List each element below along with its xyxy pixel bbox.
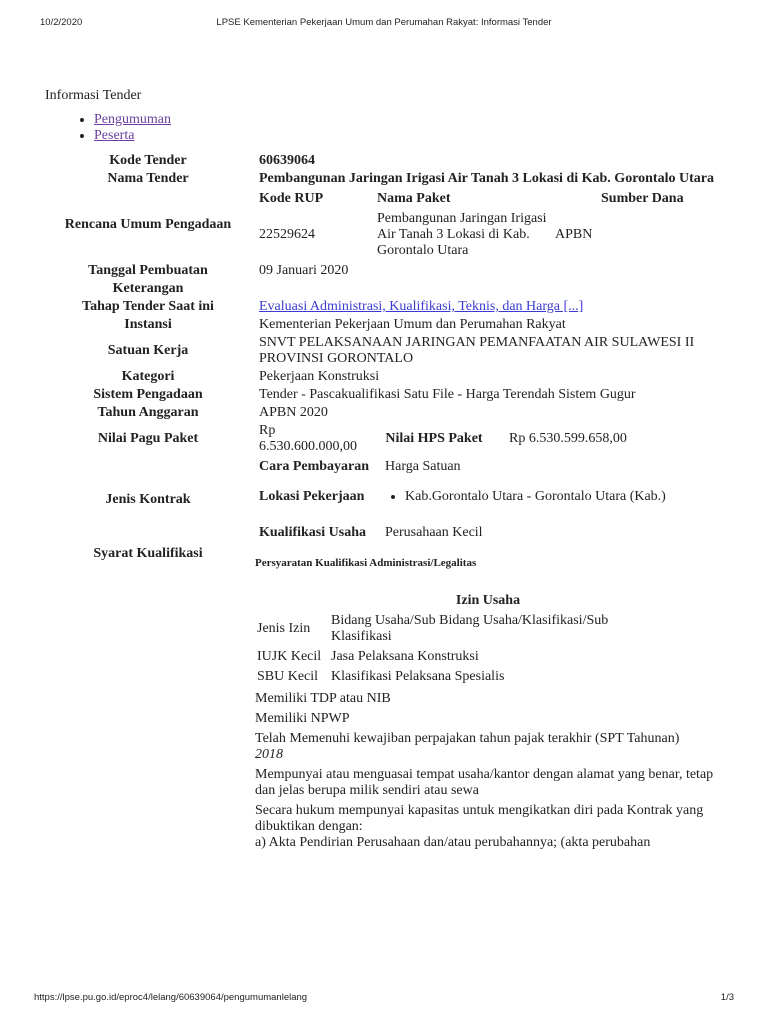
izin-row (255, 611, 673, 647)
hps-label: Nilai HPS Paket (385, 431, 483, 446)
izin-cell: SBU Kecil (257, 669, 319, 684)
req-kapasitas (255, 803, 721, 851)
row-syarat (45, 544, 725, 856)
pagu-value: Rp 6.530.600.000,00 (259, 423, 357, 454)
page-title: Informasi Tender (45, 88, 142, 103)
nama-tender-value: Pembangunan Jaringan Irigasi Air Tanah 3 Lokasi di Kab. Gorontalo Utara (259, 171, 714, 186)
izin-cell: Jasa Pelaksana Konstruksi (331, 649, 479, 664)
satker-value: SNVT PELAKSANAAN JARINGAN PEMANFAATAN AIR SULAWESI II PROVINSI GORONTALO (259, 335, 695, 366)
print-footer (0, 990, 768, 1010)
req-kapasitas-a: a) Akta Pendirian Perusahaan dan/atau perubahannya; (akta perubahan (255, 835, 651, 850)
rup-row (255, 209, 721, 261)
syarat-label: Syarat Kualifikasi (93, 546, 203, 561)
req-kapasitas-text: Secara hukum mempunyai kapasitas untuk mengikatkan diri pada Kontrak yang dibuktikan dengan: (255, 803, 704, 834)
row-tahap (45, 298, 725, 316)
izin-row (255, 667, 673, 687)
keterangan-label: Keterangan (112, 281, 184, 296)
rup-sumber: APBN (555, 227, 593, 242)
kontrak-table (255, 457, 721, 543)
lokasi-item: • Kab.Gorontalo Utara - Gorontalo Utara (Kab.) (405, 489, 717, 505)
sistem-value: Tender - Pascakualifikasi Satu File - Harga Terendah Sistem Gugur (259, 387, 636, 402)
kualifikasi-usaha-label: Kualifikasi Usaha (259, 525, 366, 540)
sistem-label: Sistem Pengadaan (93, 387, 203, 402)
tanggal-label: Tanggal Pembuatan (88, 263, 208, 278)
rup-header-sumber: Sumber Dana (601, 191, 684, 206)
row-kode-tender (45, 152, 725, 170)
lokasi-list (385, 489, 717, 505)
jenis-kontrak-label: Jenis Kontrak (105, 492, 191, 507)
tahun-value: APBN 2020 (259, 405, 328, 420)
cara-bayar-value: Harga Satuan (385, 459, 461, 474)
req-kantor: Mempunyai atau menguasai tempat usaha/kantor dengan alamat yang benar, tetap dan jelas berupa milik sendiri atau sewa (255, 767, 714, 798)
izin-cell: Jenis Izin (257, 621, 311, 636)
pagu-label: Nilai Pagu Paket (97, 431, 199, 446)
kode-tender-label: Kode Tender (109, 153, 187, 168)
lokasi-label: Lokasi Pekerjaan (259, 489, 365, 504)
satker-label: Satuan Kerja (107, 343, 189, 358)
kategori-label: Kategori (121, 369, 175, 384)
izin-cell: Klasifikasi Pelaksana Spesialis (331, 669, 505, 684)
tanggal-value: 09 Januari 2020 (259, 263, 349, 278)
row-satker (45, 334, 725, 368)
cara-bayar-label: Cara Pembayaran (259, 459, 370, 474)
izin-usaha-title: Izin Usaha (455, 593, 521, 608)
row-tahun (45, 404, 725, 422)
nav-list (45, 112, 725, 144)
izin-cell: IUJK Kecil (257, 649, 322, 664)
req-tdp: Memiliki TDP atau NIB (255, 691, 391, 706)
tahun-label: Tahun Anggaran (97, 405, 199, 420)
syarat-title: Persyaratan Kualifikasi Administrasi/Legalitas (255, 557, 477, 569)
row-keterangan (45, 280, 725, 298)
kategori-value: Pekerjaan Konstruksi (259, 369, 380, 384)
rup-header-nama: Nama Paket (377, 191, 451, 206)
nav-item-pengumuman (94, 112, 725, 128)
rup-label: Rencana Umum Pengadaan (64, 217, 232, 232)
nav-item-peserta (94, 128, 725, 144)
tahap-label: Tahap Tender Saat ini (82, 299, 214, 314)
row-nama-tender (45, 170, 725, 188)
rup-table (255, 189, 721, 261)
hps-value: Rp 6.530.599.658,00 (509, 431, 627, 446)
print-date: 10/2/2020 (40, 17, 83, 28)
rup-kode: 22529624 (259, 227, 315, 242)
row-pagu (45, 422, 725, 456)
izin-cell: Bidang Usaha/Sub Bidang Usaha/Klasifikasi/Sub Klasifikasi (331, 613, 609, 644)
nama-tender-label: Nama Tender (107, 171, 189, 186)
peserta-link[interactable]: Peserta (94, 128, 135, 143)
row-kategori (45, 368, 725, 386)
pengumuman-link[interactable]: Pengumuman (94, 112, 171, 127)
req-pajak-text: Telah Memenuhi kewajiban perpajakan tahun pajak terakhir (SPT Tahunan) (255, 731, 680, 746)
instansi-label: Instansi (124, 317, 172, 332)
rup-header-kode: Kode RUP (259, 191, 324, 206)
rup-nama: Pembangunan Jaringan Irigasi Air Tanah 3 Lokasi di Kab. Gorontalo Utara (377, 211, 547, 258)
print-url: https://lpse.pu.go.id/eproc4/lelang/60639064/pengumumanlelang (34, 992, 308, 1003)
print-title: LPSE Kementerian Pekerjaan Umum dan Perumahan Rakyat: Informasi Tender (216, 17, 552, 28)
row-sistem (45, 386, 725, 404)
req-pajak-year: 2018 (255, 747, 283, 762)
row-tanggal (45, 262, 725, 280)
tender-info-table (45, 152, 725, 856)
instansi-value: Kementerian Pekerjaan Umum dan Perumahan Rakyat (259, 317, 566, 332)
row-jenis-kontrak (45, 456, 725, 544)
req-pajak (255, 731, 721, 763)
tahap-link[interactable]: Evaluasi Administrasi, Kualifikasi, Teknis, dan Harga [...] (259, 299, 584, 314)
main-content (45, 88, 725, 856)
kode-tender-value: 60639064 (259, 153, 315, 168)
row-rup (45, 188, 725, 262)
izin-usaha-table (255, 611, 673, 687)
print-header (0, 0, 768, 40)
page-number: 1/3 (720, 992, 734, 1003)
req-npwp: Memiliki NPWP (255, 711, 350, 726)
kualifikasi-usaha-value: Perusahaan Kecil (385, 525, 483, 540)
izin-row (255, 647, 673, 667)
row-instansi (45, 316, 725, 334)
